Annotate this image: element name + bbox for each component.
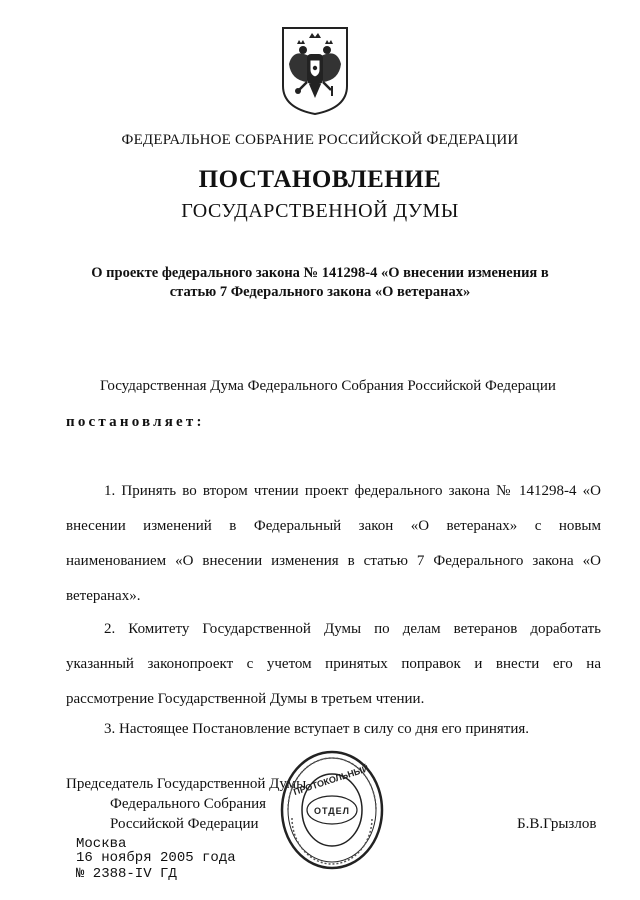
- item-line: наименованием «О внесении изменения в статью 7 Федерального закона «О: [66, 553, 601, 569]
- resolves-label: постановляет:: [66, 414, 205, 430]
- document-number: № 2388-IV ГД: [76, 866, 177, 882]
- signatory-position-line: Председатель Государственной Думы: [66, 776, 307, 792]
- official-stamp: [278, 748, 386, 872]
- signatory-position-line: Российской Федерации: [110, 816, 259, 832]
- item-2: [66, 612, 601, 717]
- preamble-text: Государственная Дума Федерального Собрания Российской Федерации: [100, 378, 556, 394]
- signatory-position-line: Федерального Собрания: [110, 796, 267, 812]
- item-line: внесении изменений в Федеральный закон «О ветеранах» с новым: [66, 518, 601, 534]
- item-line: 1. Принять во втором чтении проект федерального закона № 141298-4 «О: [104, 483, 601, 499]
- item-3: 3. Настоящее Постановление вступает в силу со дня его принятия.: [104, 721, 530, 737]
- item-1: [66, 474, 601, 614]
- item-line: указанный законопроект с учетом принятых поправок и внести его на: [66, 656, 601, 672]
- subject-line: статью 7 Федерального закона «О ветеранах»: [169, 284, 471, 300]
- subject-line: О проекте федерального закона № 141298-4 «О внесении изменения в: [91, 265, 549, 281]
- document-title: ПОСТАНОВЛЕНИЕ: [198, 166, 442, 193]
- item-line: ветеранах».: [66, 588, 141, 604]
- coat-of-arms-emblem: [279, 24, 351, 116]
- signatory-position: [66, 774, 306, 834]
- item-line: рассмотрение Государственной Думы в третьем чтении.: [66, 691, 425, 707]
- item-line: 2. Комитету Государственной Думы по делам ветеранов доработать: [104, 621, 601, 637]
- document-subtitle: ГОСУДАРСТВЕННОЙ ДУМЫ: [181, 200, 459, 222]
- footer-city: Москва: [76, 836, 127, 852]
- footer-date: 16 ноября 2005 года: [76, 850, 236, 866]
- subject-heading: [60, 264, 580, 302]
- organization-heading: ФЕДЕРАЛЬНОЕ СОБРАНИЕ РОССИЙСКОЙ ФЕДЕРАЦИИ: [121, 132, 519, 148]
- stamp-middle-text: ПРОТОКОЛЬНЫЙ: [292, 763, 370, 798]
- stamp-center-text: ОТДЕЛ: [313, 806, 351, 816]
- signatory-name: Б.В.Грызлов: [517, 816, 597, 832]
